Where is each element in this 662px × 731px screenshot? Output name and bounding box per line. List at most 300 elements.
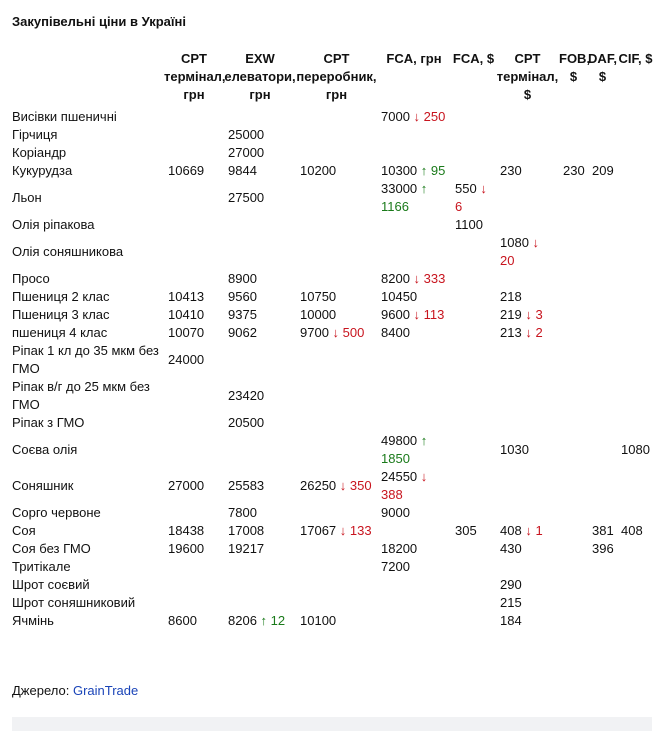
table-row xyxy=(8,180,654,216)
arrow-down-icon: ↓ xyxy=(532,235,540,250)
product-name: Шрот соєвий xyxy=(12,577,90,592)
price-cell xyxy=(164,126,224,144)
change-value: 500 xyxy=(342,325,365,340)
table-header-row xyxy=(8,48,654,108)
price-cell xyxy=(617,378,654,414)
arrow-down-icon: ↓ xyxy=(413,109,421,124)
price-cell: 10413 xyxy=(168,289,205,304)
price-cell xyxy=(296,414,377,432)
price-cell: 396 xyxy=(592,541,614,556)
price-cell xyxy=(496,144,559,162)
price-cell xyxy=(617,558,654,576)
price-cell xyxy=(451,288,496,306)
price-cell xyxy=(296,270,377,288)
price-cell xyxy=(617,234,654,270)
price-cell xyxy=(377,234,451,270)
price-cell xyxy=(296,234,377,270)
price-cell xyxy=(496,324,559,342)
price-cell xyxy=(377,126,451,144)
price-cell xyxy=(296,504,377,522)
price-cell xyxy=(617,324,654,342)
price-cell: 10200 xyxy=(300,163,337,178)
price-cell xyxy=(164,108,224,126)
footer-bar xyxy=(12,717,652,731)
price-cell xyxy=(617,144,654,162)
price-cell xyxy=(496,270,559,288)
price-cell: 1100 xyxy=(455,217,483,232)
price-cell xyxy=(451,324,496,342)
price-cell xyxy=(296,558,377,576)
price-cell xyxy=(451,378,496,414)
price-cell xyxy=(559,414,588,432)
price-cell xyxy=(451,612,496,630)
column-header: CPT термінал, грн xyxy=(164,51,226,102)
price-cell: 218 xyxy=(500,289,522,304)
price-cell xyxy=(559,576,588,594)
price-cell xyxy=(451,594,496,612)
product-name: Олія соняшникова xyxy=(12,244,124,259)
price-cell xyxy=(377,432,451,468)
product-name: Пшениця 2 клас xyxy=(12,289,110,304)
price-cell xyxy=(296,342,377,378)
price-value: 1080 xyxy=(500,235,529,250)
price-cell xyxy=(588,468,617,504)
price-cell xyxy=(451,162,496,180)
price-cell xyxy=(224,558,296,576)
change-value: 3 xyxy=(535,307,543,322)
price-cell xyxy=(451,144,496,162)
price-cell xyxy=(617,270,654,288)
price-cell xyxy=(377,270,451,288)
price-cell xyxy=(164,432,224,468)
price-cell: 408 xyxy=(621,523,643,538)
price-value: 49800 xyxy=(381,433,418,448)
arrow-down-icon: ↓ xyxy=(480,181,487,196)
price-cell xyxy=(559,324,588,342)
price-cell xyxy=(559,180,588,216)
price-cell: 230 xyxy=(563,163,585,178)
price-cell: 9062 xyxy=(228,325,257,340)
table-row xyxy=(8,144,654,162)
price-cell xyxy=(224,216,296,234)
price-cell: 27000 xyxy=(168,478,205,493)
price-cell xyxy=(496,306,559,324)
change-value: 388 xyxy=(381,487,403,502)
price-cell xyxy=(617,216,654,234)
price-cell xyxy=(164,144,224,162)
price-cell xyxy=(377,612,451,630)
change-value: 333 xyxy=(423,271,446,286)
price-cell: 10070 xyxy=(168,325,205,340)
price-cell xyxy=(496,126,559,144)
price-cell xyxy=(588,576,617,594)
price-cell xyxy=(451,108,496,126)
price-cell: 10450 xyxy=(381,289,418,304)
product-name: Коріандр xyxy=(12,145,67,160)
change-value: 113 xyxy=(423,307,445,322)
price-cell xyxy=(559,522,588,540)
price-cell: 9560 xyxy=(228,289,257,304)
price-cell xyxy=(559,504,588,522)
price-cell: 10750 xyxy=(300,289,337,304)
column-header: CPT переробник, грн xyxy=(296,51,377,102)
price-cell xyxy=(224,612,296,630)
table-row xyxy=(8,594,654,612)
price-value: 9700 xyxy=(300,325,329,340)
price-cell xyxy=(588,414,617,432)
change-value: 2 xyxy=(535,325,543,340)
price-cell xyxy=(296,522,377,540)
price-cell xyxy=(588,558,617,576)
price-cell xyxy=(588,306,617,324)
price-cell: 8900 xyxy=(228,271,257,286)
price-cell xyxy=(451,180,496,216)
price-cell xyxy=(617,612,654,630)
price-cell xyxy=(296,324,377,342)
price-cell: 430 xyxy=(500,541,522,556)
change-down xyxy=(333,325,365,340)
price-cell xyxy=(617,108,654,126)
price-cell xyxy=(588,126,617,144)
price-cell xyxy=(451,468,496,504)
price-cell: 25000 xyxy=(228,127,265,142)
product-name: Висівки пшеничні xyxy=(12,109,117,124)
price-cell xyxy=(451,342,496,378)
product-name: Олія ріпакова xyxy=(12,217,95,232)
product-name: Льон xyxy=(12,190,42,205)
arrow-down-icon: ↓ xyxy=(525,523,532,538)
price-cell xyxy=(588,234,617,270)
price-cell xyxy=(164,414,224,432)
product-name: пшениця 4 клас xyxy=(12,325,108,340)
change-value: 20 xyxy=(500,253,515,268)
price-cell xyxy=(164,504,224,522)
page-title: Закупівельні ціни в Україні xyxy=(12,14,187,29)
price-cell xyxy=(588,378,617,414)
price-cell xyxy=(296,378,377,414)
price-cell xyxy=(296,432,377,468)
price-cell xyxy=(377,342,451,378)
product-name: Ріпак з ГМО xyxy=(12,415,85,430)
arrow-down-icon: ↓ xyxy=(339,478,347,493)
column-header: DAF, $ xyxy=(588,51,617,84)
product-name: Ячмінь xyxy=(12,613,54,628)
table-row xyxy=(8,468,654,504)
price-cell xyxy=(164,378,224,414)
price-value: 213 xyxy=(500,325,522,340)
column-header: EXW елеватори, грн xyxy=(224,51,296,102)
table-row xyxy=(8,522,654,540)
arrow-down-icon: ↓ xyxy=(413,271,421,286)
price-cell xyxy=(296,594,377,612)
price-cell xyxy=(559,288,588,306)
price-cell: 1080 xyxy=(621,442,650,457)
price-cell xyxy=(559,306,588,324)
change-value: 350 xyxy=(349,478,372,493)
price-cell xyxy=(224,576,296,594)
price-value: 10300 xyxy=(381,163,418,178)
arrow-down-icon: ↓ xyxy=(420,469,428,484)
price-cell xyxy=(617,594,654,612)
price-cell xyxy=(451,432,496,468)
product-name: Соя xyxy=(12,523,36,538)
price-cell xyxy=(617,540,654,558)
price-cell: 23420 xyxy=(228,388,265,403)
price-cell xyxy=(377,108,451,126)
price-cell xyxy=(559,270,588,288)
price-cell xyxy=(588,612,617,630)
price-cell xyxy=(617,126,654,144)
change-down xyxy=(414,307,445,322)
column-header: CPT термінал, $ xyxy=(496,51,559,102)
price-cell xyxy=(296,126,377,144)
price-cell xyxy=(496,216,559,234)
price-cell xyxy=(617,468,654,504)
table-row xyxy=(8,342,654,378)
price-cell: 10410 xyxy=(168,307,205,322)
column-header: FOB, $ xyxy=(559,51,591,84)
price-cell: 290 xyxy=(500,577,522,592)
price-cell: 27000 xyxy=(228,145,265,160)
arrow-down-icon: ↓ xyxy=(525,325,532,340)
price-cell xyxy=(559,558,588,576)
table-row xyxy=(8,162,654,180)
price-cell xyxy=(224,594,296,612)
table-row xyxy=(8,558,654,576)
price-cell: 10000 xyxy=(300,307,337,322)
price-cell xyxy=(588,288,617,306)
price-cell: 230 xyxy=(500,163,522,178)
price-value: 8200 xyxy=(381,271,410,286)
price-cell xyxy=(224,108,296,126)
price-cell: 8400 xyxy=(381,325,410,340)
price-cell xyxy=(377,594,451,612)
price-value: 9600 xyxy=(381,307,410,322)
change-value: 1 xyxy=(535,523,543,538)
table-row xyxy=(8,234,654,270)
product-name: Пшениця 3 клас xyxy=(12,307,110,322)
price-cell xyxy=(559,216,588,234)
table-row xyxy=(8,540,654,558)
price-cell xyxy=(496,414,559,432)
table-row xyxy=(8,108,654,126)
table-row xyxy=(8,306,654,324)
table-row xyxy=(8,126,654,144)
price-cell xyxy=(377,216,451,234)
product-name: Шрот соняшниковий xyxy=(12,595,136,610)
price-cell: 9375 xyxy=(228,307,257,322)
price-value: 24550 xyxy=(381,469,418,484)
table-row xyxy=(8,216,654,234)
price-cell xyxy=(496,180,559,216)
price-cell xyxy=(559,144,588,162)
price-cell xyxy=(451,126,496,144)
arrow-up-icon: ↑ xyxy=(260,613,268,628)
change-down xyxy=(340,478,372,493)
change-value: 133 xyxy=(349,523,372,538)
price-cell xyxy=(496,234,559,270)
price-cell xyxy=(164,576,224,594)
price-cell xyxy=(496,468,559,504)
product-name: Гірчиця xyxy=(12,127,58,142)
price-cell xyxy=(296,108,377,126)
price-cell: 19600 xyxy=(168,541,205,556)
change-value: 12 xyxy=(270,613,286,628)
price-value: 17067 xyxy=(300,523,337,538)
table-row xyxy=(8,432,654,468)
price-cell xyxy=(617,504,654,522)
price-cell xyxy=(296,180,377,216)
price-cell xyxy=(496,522,559,540)
price-cell xyxy=(451,234,496,270)
change-down xyxy=(525,523,542,538)
change-up xyxy=(421,163,446,178)
price-cell: 184 xyxy=(500,613,522,628)
price-cell xyxy=(559,234,588,270)
product-name: Кукурудза xyxy=(12,163,73,178)
price-cell xyxy=(617,162,654,180)
price-cell: 10100 xyxy=(300,613,337,628)
price-cell xyxy=(559,126,588,144)
price-value: 550 xyxy=(455,181,477,196)
price-cell xyxy=(588,270,617,288)
table-row xyxy=(8,324,654,342)
product-name: Ріпак 1 кл до 35 мкм без ГМО xyxy=(12,343,159,376)
change-up xyxy=(261,613,286,628)
product-name: Сорго червоне xyxy=(12,505,101,520)
price-cell xyxy=(377,378,451,414)
table-row xyxy=(8,288,654,306)
price-cell xyxy=(617,576,654,594)
price-cell xyxy=(559,468,588,504)
price-cell xyxy=(559,378,588,414)
price-cell xyxy=(588,432,617,468)
table-row xyxy=(8,378,654,414)
price-cell xyxy=(496,108,559,126)
arrow-down-icon: ↓ xyxy=(339,523,347,538)
price-cell: 305 xyxy=(455,523,477,538)
price-cell: 19217 xyxy=(228,541,265,556)
price-cell xyxy=(588,594,617,612)
price-cell xyxy=(451,540,496,558)
arrow-up-icon: ↑ xyxy=(420,163,428,178)
change-down xyxy=(525,325,542,340)
price-cell xyxy=(588,108,617,126)
price-cell xyxy=(164,234,224,270)
price-cell xyxy=(296,144,377,162)
price-cell xyxy=(164,594,224,612)
price-cell xyxy=(164,180,224,216)
price-cell xyxy=(588,342,617,378)
product-name: Соєва олія xyxy=(12,442,78,457)
price-cell: 24000 xyxy=(168,352,205,367)
price-value: 33000 xyxy=(381,181,418,196)
price-cell: 25583 xyxy=(228,478,265,493)
price-cell: 18200 xyxy=(381,541,418,556)
price-cell xyxy=(588,216,617,234)
price-cell xyxy=(224,234,296,270)
price-cell xyxy=(377,162,451,180)
column-header: CIF, $ xyxy=(618,51,653,66)
price-cell xyxy=(377,468,451,504)
column-header: FCA, грн xyxy=(386,51,442,66)
price-cell xyxy=(377,414,451,432)
change-value: 95 xyxy=(430,163,446,178)
price-cell xyxy=(559,108,588,126)
change-value: 1850 xyxy=(381,451,410,466)
price-cell xyxy=(559,342,588,378)
price-cell xyxy=(496,558,559,576)
price-cell xyxy=(617,306,654,324)
price-cell xyxy=(377,144,451,162)
price-cell xyxy=(496,504,559,522)
price-cell: 7800 xyxy=(228,505,257,520)
price-cell xyxy=(496,378,559,414)
price-value: 408 xyxy=(500,523,522,538)
table-row xyxy=(8,270,654,288)
product-name: Ріпак в/г до 25 мкм без ГМО xyxy=(12,379,150,412)
change-down xyxy=(340,523,372,538)
price-cell xyxy=(224,432,296,468)
column-header xyxy=(8,48,164,108)
price-cell: 10669 xyxy=(168,163,205,178)
price-value: 8206 xyxy=(228,613,257,628)
price-cell xyxy=(296,540,377,558)
price-cell xyxy=(377,306,451,324)
price-cell: 1030 xyxy=(500,442,529,457)
price-cell xyxy=(588,324,617,342)
table-row xyxy=(8,576,654,594)
price-cell xyxy=(377,576,451,594)
price-cell xyxy=(559,540,588,558)
prices-table xyxy=(8,48,654,630)
price-cell xyxy=(451,270,496,288)
price-cell: 9844 xyxy=(228,163,257,178)
price-value: 219 xyxy=(500,307,522,322)
price-cell: 381 xyxy=(592,523,614,538)
arrow-down-icon: ↓ xyxy=(413,307,421,322)
table-body xyxy=(8,108,654,630)
price-cell: 7200 xyxy=(381,559,410,574)
price-cell: 8600 xyxy=(168,613,197,628)
price-cell xyxy=(451,504,496,522)
change-down xyxy=(525,307,542,322)
table-row xyxy=(8,414,654,432)
price-value: 26250 xyxy=(300,478,337,493)
source-label: Джерело: xyxy=(12,683,70,698)
price-cell xyxy=(588,504,617,522)
price-cell: 20500 xyxy=(228,415,265,430)
product-name: Просо xyxy=(12,271,50,286)
price-cell xyxy=(451,306,496,324)
price-cell xyxy=(559,612,588,630)
arrow-up-icon: ↑ xyxy=(420,433,428,448)
product-name: Соняшник xyxy=(12,478,74,493)
price-cell xyxy=(496,342,559,378)
price-cell xyxy=(588,144,617,162)
price-cell: 27500 xyxy=(228,190,265,205)
product-name: Тритікале xyxy=(12,559,71,574)
price-cell xyxy=(588,180,617,216)
price-cell: 209 xyxy=(592,163,614,178)
source-link[interactable]: GrainTrade xyxy=(72,683,139,698)
price-value: 7000 xyxy=(381,109,410,124)
product-name: Соя без ГМО xyxy=(12,541,91,556)
arrow-down-icon: ↓ xyxy=(525,307,532,322)
price-cell xyxy=(377,522,451,540)
price-cell xyxy=(296,576,377,594)
table-row xyxy=(8,504,654,522)
